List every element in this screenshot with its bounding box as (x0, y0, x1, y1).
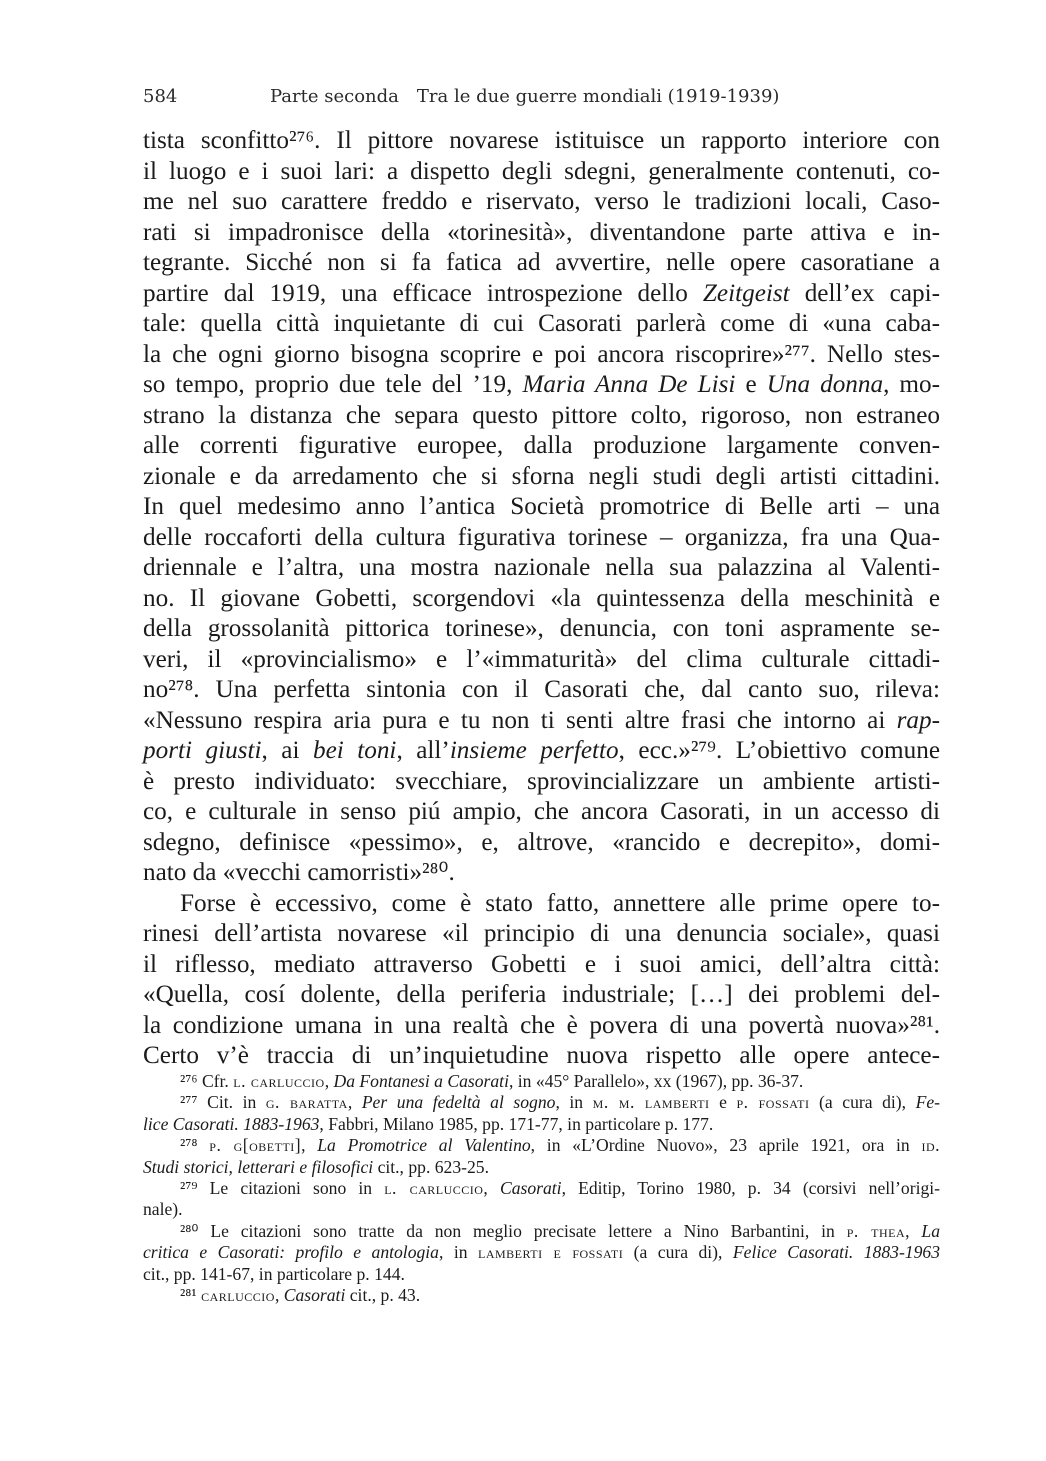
body-text (143, 126, 940, 1072)
body-line: alle correnti figurative europee, dalla produzione largamente conven- (143, 432, 940, 459)
body-line: «Nessuno respira aria pura e tu non ti senti altre frasi che intorno ai rap- (143, 706, 940, 734)
body-line: Certo v’è traccia di un’inquietudine nuova rispetto alle opere antece- (143, 1042, 940, 1069)
footnote-276: ²⁷⁶ Cfr. l. carluccio, Da Fontanesi a Casorati, in «45° Parallelo», xx (1967), pp. 36-37. (180, 1071, 804, 1091)
footnote-279: ²⁷⁹ Le citazioni sono in l. carluccio, Casorati, Editip, Torino 1980, p. 34 (corsivi nell’origi- (180, 1177, 941, 1198)
body-line: il luogo e i suoi lari: a dispetto degli sdegni, generalmente contenuti, co- (143, 157, 940, 185)
body-line: so tempo, proprio due tele del ’19, Maria Anna De Lisi e Una donna, mo- (143, 371, 940, 398)
body-line: è presto individuato: svecchiare, sprovincializzare un ambiente artisti- (143, 767, 940, 795)
footnote-280-cont2: cit., pp. 141-67, in particolare p. 144. (143, 1263, 405, 1284)
body-line: della grossolanità pittorica torinese», denuncia, con toni aspramente se- (143, 615, 940, 642)
running-head (143, 86, 943, 116)
body-line: Forse è eccessivo, come è stato fatto, annettere alle prime opere to- (180, 889, 940, 917)
footnotes (143, 1071, 940, 1306)
body-line: delle roccaforti della cultura figurativa torinese – organizza, fra una Qua- (143, 523, 940, 551)
footnote-280: ²⁸⁰ Le citazioni sono tratte da non meglio precisate lettere a Nino Barbantini, in p. thea, La (180, 1220, 941, 1241)
body-line: rinesi dell’artista novarese «il principio di una denuncia sociale», quasi (143, 920, 940, 947)
body-line: partire dal 1919, una efficace introspezione dello Zeitgeist dell’ex capi- (143, 279, 940, 307)
running-title: Parte seconda Tra le due guerre mondiali (1919-1939) (270, 86, 780, 107)
body-line: tale: quella città inquietante di cui Casorati parlerà come di «una caba- (143, 310, 940, 337)
footnote-278-cont: Studi storici, letterari e filosofici cit., pp. 623-25. (143, 1156, 489, 1177)
body-line: me nel suo carattere freddo e riservato, verso le tradizioni locali, Caso- (143, 188, 940, 215)
body-line: sdegno, definisce «pessimo», e, altrove, «rancido e decrepito», domi- (143, 828, 940, 856)
body-line: la che ogni giorno bisogna scoprire e poi ancora riscoprire»²⁷⁷. Nello stes- (143, 340, 940, 368)
body-line: il riflesso, mediato attraverso Gobetti e i suoi amici, dell’altra città: (143, 950, 940, 978)
footnote-277-cont: lice Casorati. 1883-1963, Fabbri, Milano 1985, pp. 171-77, in particolare p. 177. (143, 1113, 714, 1134)
footnote-280-cont: critica e Casorati: profilo e antologia, in lamberti e fossati (a cura di), Felice Casorati. 1883-1963 (143, 1242, 940, 1263)
body-line: tista sconfitto²⁷⁶. Il pittore novarese istituisce un rapporto interiore con (143, 127, 940, 154)
body-line: nato da «vecchi camorristi»²⁸⁰. (143, 859, 455, 886)
body-line: veri, il «provincialismo» e l’«immaturità» del clima culturale cittadi- (143, 645, 940, 673)
page-number: 584 (143, 86, 178, 107)
body-line: zionale e da arredamento che si sforna negli studi degli artisti cittadini. (143, 462, 940, 490)
body-line: driennale e l’altra, una mostra nazionale nella sua palazzina al Valenti- (143, 554, 940, 581)
body-line: tegrante. Sicché non si fa fatica ad avvertire, nelle opere casoratiane a (143, 249, 940, 276)
footnote-281: ²⁸¹ carluccio, Casorati cit., p. 43. (180, 1284, 421, 1305)
body-line: la condizione umana in una realtà che è povera di una povertà nuova»²⁸¹. (143, 1011, 940, 1039)
body-line: rati si impadronisce della «torinesità», diventandone parte attiva e in- (143, 218, 940, 246)
body-line: porti giusti, ai bei toni, all’insieme perfetto, ecc.»²⁷⁹. L’obiettivo comune (143, 737, 940, 764)
body-line: strano la distanza che separa questo pittore colto, rigoroso, non estraneo (143, 401, 940, 429)
body-line: In quel medesimo anno l’antica Società promotrice di Belle arti – una (143, 493, 940, 520)
footnote-279-cont: nale). (143, 1199, 183, 1220)
body-line: «Quella, cosí dolente, della periferia industriale; […] dei problemi del- (143, 981, 940, 1008)
footnote-277: ²⁷⁷ Cit. in g. baratta, Per una fedeltà al sogno, in m. m. lamberti e p. fossati (a cura di), Fe- (180, 1092, 941, 1113)
footnote-278: ²⁷⁸ p. g[obetti], La Promotrice al Valentino, in «L’Ordine Nuovo», 23 aprile 1921, ora in id. (180, 1135, 941, 1156)
body-line: co, e culturale in senso piú ampio, che ancora Casorati, in un accesso di (143, 798, 940, 825)
body-line: no²⁷⁸. Una perfetta sintonia con il Casorati che, dal canto suo, rileva: (143, 676, 940, 703)
body-line: no. Il giovane Gobetti, scorgendovi «la quintessenza della meschinità e (143, 584, 940, 612)
